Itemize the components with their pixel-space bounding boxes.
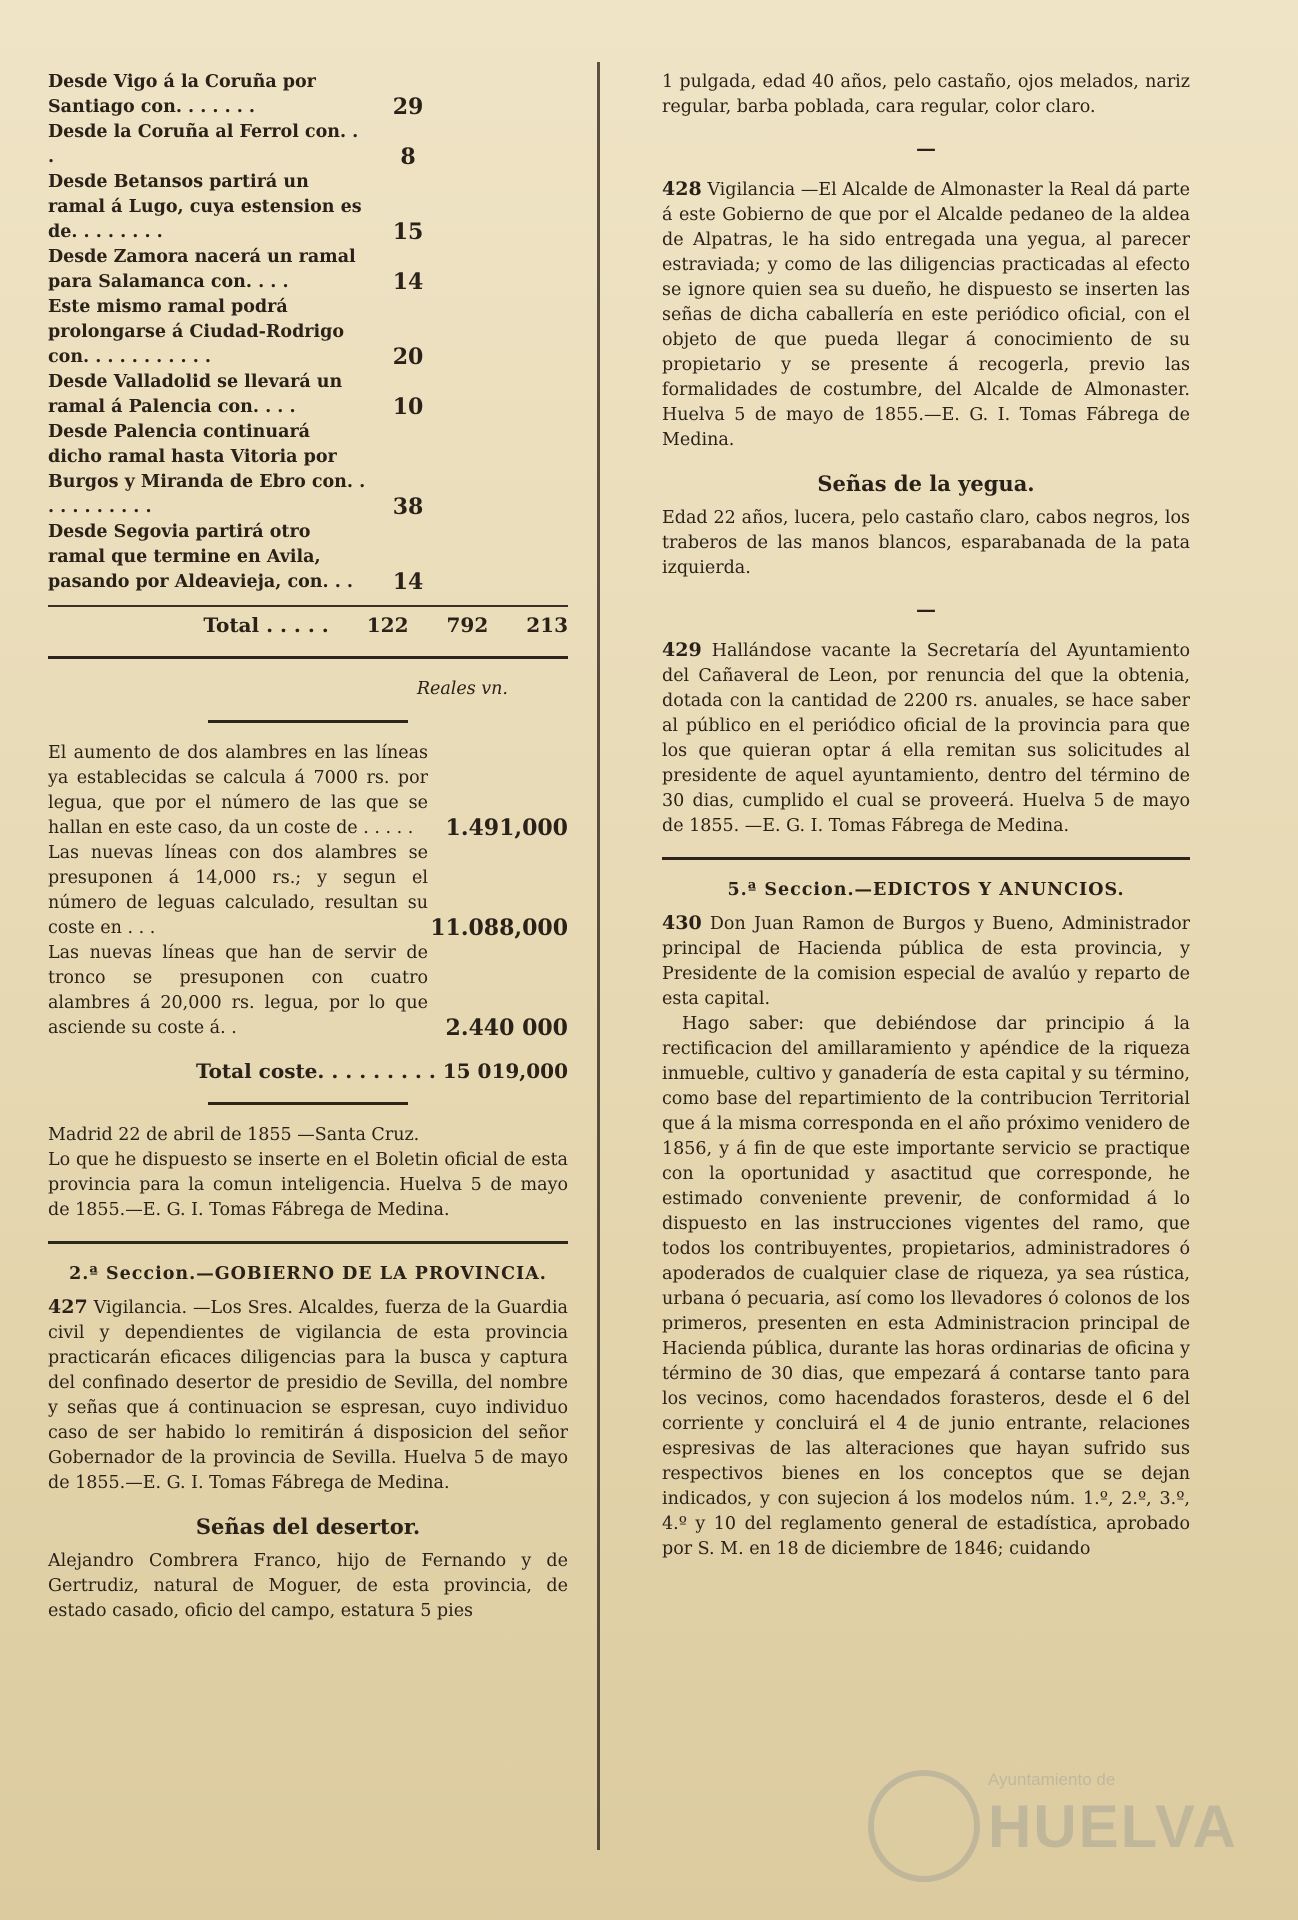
route-row: Desde Vigo á la Coruña por Santiago con. . . . . . . 29 xyxy=(48,72,424,120)
route-list xyxy=(48,70,568,595)
rule xyxy=(48,1241,568,1244)
yegua-description: Edad 22 años, lucera, pelo castaño claro, cabos negros, los traberos de las manos blancos, esparabanada de la pata izquierda. xyxy=(662,508,1190,578)
item-number: 428 xyxy=(662,178,702,200)
hago-saber: Hago saber: que debiéndose dar principio á la rectificacion del amillaramiento y apéndice de la riqueza inmueble, cultivo y ganadería de esta capital y su término, como base del repartimiento de la contribucion Territorial que á la misma corresponda en el año próximo venidero de 1856, y á fin de que este importante servicio se practique con la oportunidad y asactitud que corresponde, he estimado conveniente prevenir, de conformidad á lo dispuesto en las instrucciones vigentes del ramo, que todos los contribuyentes, propietarios, administradores ó apoderados de cualquier clase de riqueza, ya sea rústica, urbana ó pecuaria, así como los llevadores ó colonos de los primeros, presenten en esta Administracion principal de Hacienda pública, durante las horas ordinarias de oficina y término de 30 dias, que empezará á contarse tanto para los vecinos, como hacendados forasteros, desde el 6 del corriente y concluirá el 4 de junio entrante, relaciones espresivas de las alteraciones que hayan sufrido sus respectivos bienes en los conceptos que se dejan indicados, y con sujecion á los modelos núm. 1.º, 2.º, 3.º, 4.º y 10 del reglamento general de estadística, aprobado por S. M. en 18 de diciembre de 1846; cuidando xyxy=(662,1014,1190,1559)
watermark-small: Ayuntamiento de xyxy=(988,1770,1116,1789)
cost-row: El aumento de dos alambres en las líneas ya establecidas se calcula á 7000 rs. por legua, que por el número de las que se hallan en este caso, da un coste de . . . . . 1.491,000 xyxy=(48,743,568,841)
total-value: 122 xyxy=(366,613,409,637)
route-row: Desde Palencia continuará dicho ramal hasta Vitoria por Burgos y Miranda de Ebro con. . . . . . . . . . . 38 xyxy=(48,422,424,520)
total-value: 792 xyxy=(446,613,489,637)
rule xyxy=(208,1102,408,1105)
route-row: Desde Betansos partirá un ramal á Lugo, cuya estension es de. . . . . . . . 15 xyxy=(48,172,424,245)
route-row: Desde la Coruña al Ferrol con. . . 8 xyxy=(48,122,416,170)
cost-row: Las nuevas líneas con dos alambres se presuponen á 14,000 rs.; y segun el número de leguas calculado, resultan su coste en . . . 11.088,000 xyxy=(48,843,568,941)
watermark-big: HUELVA xyxy=(988,1793,1238,1860)
section-heading: 2.ª Seccion.—GOBIERNO DE LA PROVINCIA. xyxy=(69,1264,547,1284)
item-number: 430 xyxy=(662,912,702,934)
desertor-description-cont: 1 pulgada, edad 40 años, pelo castaño, ojos melados, nariz regular, barba poblada, cara regular, color claro. xyxy=(662,72,1190,117)
item-428: 428 Vigilancia —El Alcalde de Almonaster la Real dá parte á este Gobierno de que por el Alcalde pedaneo de la aldea de Alpatras, le ha sido entregada una yegua, al parecer estraviada; y como de las diligencias practicadas al efecto se ignore quien sea su dueño, he dispuesto se inserten las señas de dicha caballería en este periódico oficial, con el objeto de que pueda llegar á conocimiento de su propietario y se presente á recogerla, previo las formalidades de costumbre, del Alcalde de Almonaster. Huelva 5 de mayo de 1855.—E. G. I. Tomas Fábrega de Medina. xyxy=(662,178,1190,450)
right-column xyxy=(662,70,1190,1860)
reales-label: Reales vn. xyxy=(416,679,508,699)
item-427: 427 Vigilancia. —Los Sres. Alcaldes, fuerza de la Guardia civil y dependientes de vigilancia de esta provincia practicarán eficaces diligencias para la busca y captura del confinado desertor de presidio de Sevilla, del nombre y señas que á continuacion se espresan, cuyo individuo caso de ser habido lo remitirán á disposicion del señor Gobernador de la provincia de Sevilla. Huelva 5 de mayo de 1855.—E. G. I. Tomas Fábrega de Medina. xyxy=(48,1296,568,1493)
item-429: 429 Hallándose vacante la Secretaría del Ayuntamiento del Cañaveral de Leon, por renuncia del que la obtenia, dotada con la cantidad de 2200 rs. anuales, se hace saber al público en el periódico oficial de la provincia para que los que quieran optar á ella remitan sus solicitudes al presidente de aquel ayuntamiento, dentro del término de 30 dias, cumplido el cual se proveerá. Huelva 5 de mayo de 1855. —E. G. I. Tomas Fábrega de Medina. xyxy=(662,639,1190,836)
rule xyxy=(662,857,1190,860)
separator-dash: — xyxy=(916,597,936,621)
desertor-description: Alejandro Combrera Franco, hijo de Fernando y de Gertrudiz, natural de Moguer, de esta provincia, de estado casado, oficio del campo, estatura 5 pies xyxy=(48,1551,568,1621)
watermark xyxy=(868,1750,1238,1880)
column-divider xyxy=(597,62,600,1850)
route-row: Este mismo ramal podrá prolongarse á Ciudad-Rodrigo con. . . . . . . . . . . 20 xyxy=(48,297,424,370)
municipal-logo-icon xyxy=(868,1770,980,1882)
left-column xyxy=(48,70,568,1860)
route-row: Desde Zamora nacerá un ramal para Salamanca con. . . . 14 xyxy=(48,247,424,295)
subheading: Señas del desertor. xyxy=(195,1514,421,1539)
item-number: 429 xyxy=(662,639,702,661)
total-value: 213 xyxy=(526,613,568,637)
item-430: 430 Don Juan Ramon de Burgos y Bueno, Administrador principal de Hacienda pública de esta provincia, y Presidente de la comision especial de avalúo y reparto de esta capital. xyxy=(662,912,1190,1009)
section-heading: 5.ª Seccion.—EDICTOS Y ANUNCIOS. xyxy=(727,880,1125,900)
subheading: Señas de la yegua. xyxy=(817,471,1035,496)
rule xyxy=(208,720,408,723)
route-row: Desde Valladolid se llevará un ramal á Palencia con. . . . 10 xyxy=(48,372,424,420)
routes-total xyxy=(48,605,568,638)
cost-row: Las nuevas líneas que han de servir de tronco se presuponen con cuatro alambres á 20,000 rs. legua, por lo que asciende su coste á. . 2.440 000 xyxy=(48,943,568,1041)
route-row: Desde Segovia partirá otro ramal que termine en Avila, pasando por Aldeavieja, con. . . 14 xyxy=(48,522,424,595)
madrid-dateline: Madrid 22 de abril de 1855 —Santa Cruz. xyxy=(48,1125,420,1145)
total-label: Total . . . . . xyxy=(203,613,329,637)
total-cost: Total coste. . . . . . . . . 15 019,000 xyxy=(195,1059,568,1083)
separator-dash: — xyxy=(916,136,936,160)
rule xyxy=(48,656,568,659)
item-number: 427 xyxy=(48,1296,88,1318)
madrid-note: Lo que he dispuesto se inserte en el Boletin oficial de esta provincia para la comun inteligencia. Huelva 5 de mayo de 1855.—E. G. I. Tomas Fábrega de Medina. xyxy=(48,1150,568,1220)
